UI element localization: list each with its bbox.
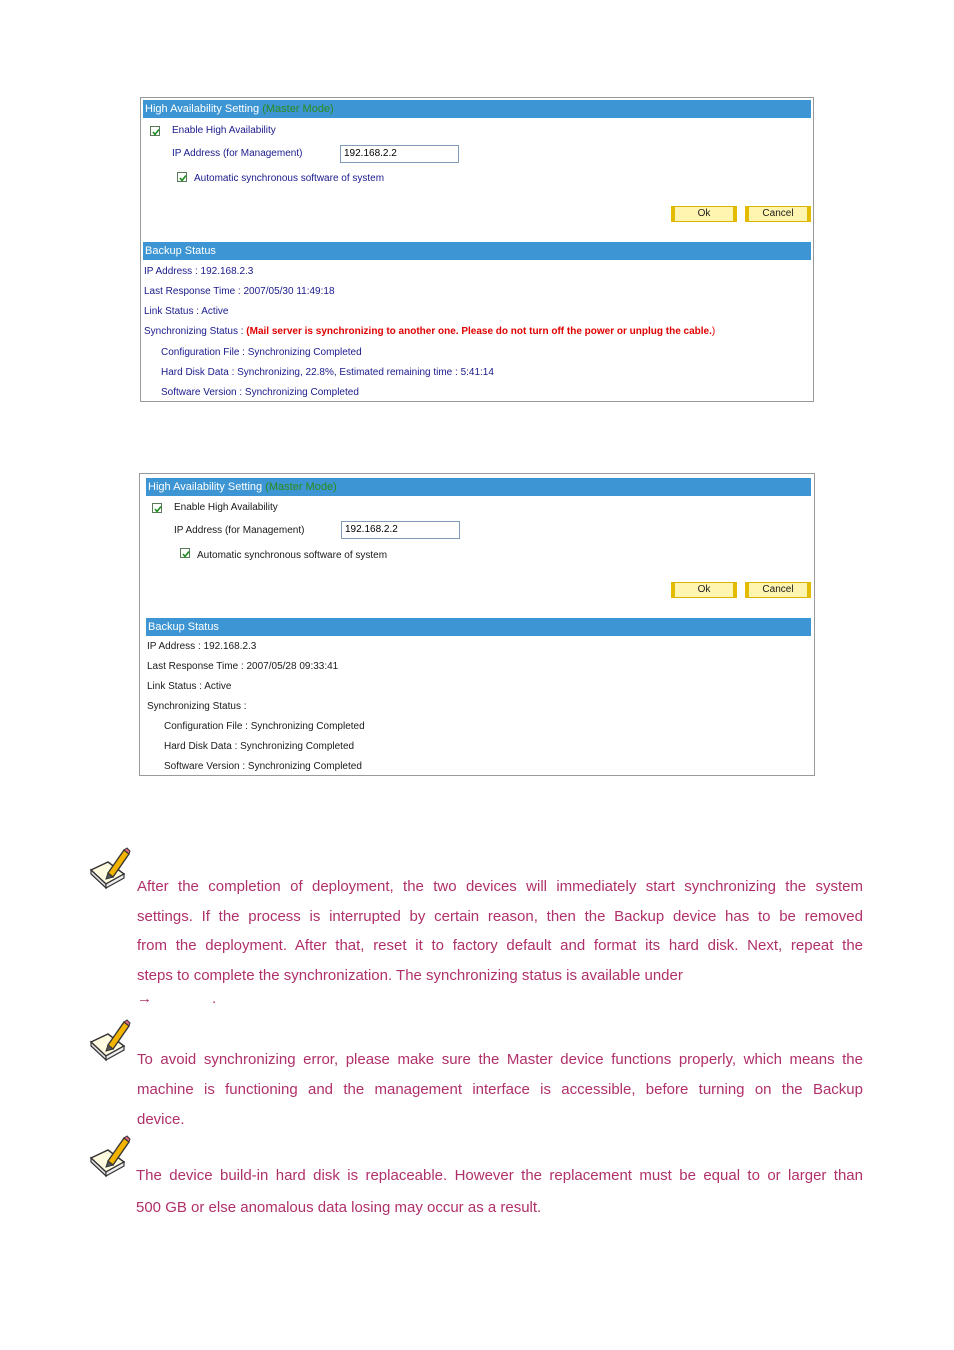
- checkbox-checked-icon: [181, 549, 191, 559]
- configuration-file-status: Configuration File : Synchronizing Completed: [164, 721, 365, 732]
- ha-setting-header: [143, 100, 811, 118]
- link-status: Link Status : Active: [147, 681, 232, 692]
- auto-sync-label: Automatic synchronous software of system: [194, 173, 385, 184]
- backup-ip-address: IP Address : 192.168.2.3: [144, 266, 254, 277]
- note-pencil-icon: [88, 1018, 132, 1062]
- auto-sync-label: Automatic synchronous software of system: [197, 550, 388, 561]
- note-pencil-icon: [88, 1134, 132, 1178]
- note-1-line-4: steps to complete the synchronization. The synchronizing status is available under: [137, 966, 683, 984]
- note-3-text: [136, 1160, 863, 1224]
- link-status: Link Status : Active: [144, 306, 229, 317]
- enable-ha-checkbox[interactable]: [152, 503, 162, 513]
- synchronizing-status: Synchronizing Status :: [147, 701, 247, 712]
- auto-sync-checkbox[interactable]: [180, 548, 190, 558]
- software-version-status: Software Version : Synchronizing Completed: [161, 387, 359, 398]
- enable-ha-checkbox[interactable]: [150, 126, 160, 136]
- note-1-line-3: from the deployment. After that, reset it to factory default and format its hard disk. Next, repeat the: [137, 937, 863, 954]
- hard-disk-status: Hard Disk Data : Synchronizing Completed: [164, 741, 355, 752]
- note-1-end-period: .: [212, 990, 217, 1007]
- ip-management-input[interactable]: 192.168.2.2: [340, 145, 459, 163]
- ha-panel-1: [140, 97, 814, 402]
- ha-setting-title: High Availability Setting: [148, 481, 266, 493]
- sync-status-label: Synchronizing Status :: [144, 326, 247, 337]
- ha-panel-2: [139, 473, 815, 776]
- cancel-button[interactable]: Cancel: [745, 206, 811, 222]
- backup-status-header: Backup Status: [146, 618, 811, 636]
- note-1-line-2: settings. If the process is interrupted by certain reason, then the Backup device has to be removed: [137, 907, 863, 925]
- ok-button[interactable]: Ok: [671, 582, 737, 598]
- note-1-line-1: After the completion of deployment, the two devices will immediately start synchronizing the system: [137, 878, 863, 895]
- cancel-button[interactable]: Cancel: [745, 582, 811, 598]
- ip-management-label: IP Address (for Management): [172, 148, 303, 159]
- checkbox-checked-icon: [151, 127, 161, 137]
- last-response-time: Last Response Time : 2007/05/28 09:33:41: [147, 661, 339, 672]
- ip-management-label: IP Address (for Management): [174, 525, 305, 536]
- note-2-text: [137, 1045, 863, 1135]
- note-1-text: [137, 872, 863, 990]
- note-3-line-2: 500 GB or else anomalous data losing may occur as a result.: [136, 1199, 542, 1216]
- synchronizing-status: [144, 325, 715, 339]
- backup-status-header: Backup Status: [143, 242, 811, 260]
- note-pencil-icon: [88, 846, 132, 890]
- ip-management-input[interactable]: 192.168.2.2: [341, 521, 460, 539]
- enable-ha-label: Enable High Availability: [174, 502, 278, 513]
- ok-button[interactable]: Ok: [671, 206, 737, 222]
- sync-warning-text: (Mail server is synchronizing to another one. Please do not turn off the power or unplug the cable.: [246, 326, 712, 337]
- last-response-time: Last Response Time : 2007/05/30 11:49:18: [144, 286, 335, 297]
- hard-disk-status: Hard Disk Data : Synchronizing, 22.8%, Estimated remaining time : 5:41:14: [161, 367, 494, 378]
- auto-sync-checkbox[interactable]: [177, 172, 187, 182]
- arrow-right-icon: →: [137, 990, 152, 1007]
- note-2-line-1: To avoid synchronizing error, please make sure the Master device functions properly, which means the: [137, 1051, 863, 1068]
- master-mode-label: (Master Mode): [262, 103, 334, 115]
- backup-ip-address: IP Address : 192.168.2.3: [147, 641, 257, 652]
- checkbox-checked-icon: [178, 173, 188, 183]
- ha-setting-title: High Availability Setting: [145, 103, 263, 115]
- note-3-line-1: The device build-in hard disk is replaceable. However the replacement must be equal to or larger than: [136, 1167, 863, 1184]
- ha-setting-header: [146, 478, 811, 496]
- software-version-status: Software Version : Synchronizing Completed: [164, 761, 362, 772]
- master-mode-label: (Master Mode): [265, 481, 337, 493]
- sync-warning-close: ): [711, 326, 716, 337]
- note-2-line-2: machine is functioning and the management interface is accessible, before turning on the Backup: [137, 1081, 863, 1098]
- configuration-file-status: Configuration File : Synchronizing Completed: [161, 347, 362, 358]
- enable-ha-label: Enable High Availability: [172, 125, 276, 136]
- note-2-line-3: device.: [137, 1111, 185, 1128]
- checkbox-checked-icon: [153, 504, 163, 514]
